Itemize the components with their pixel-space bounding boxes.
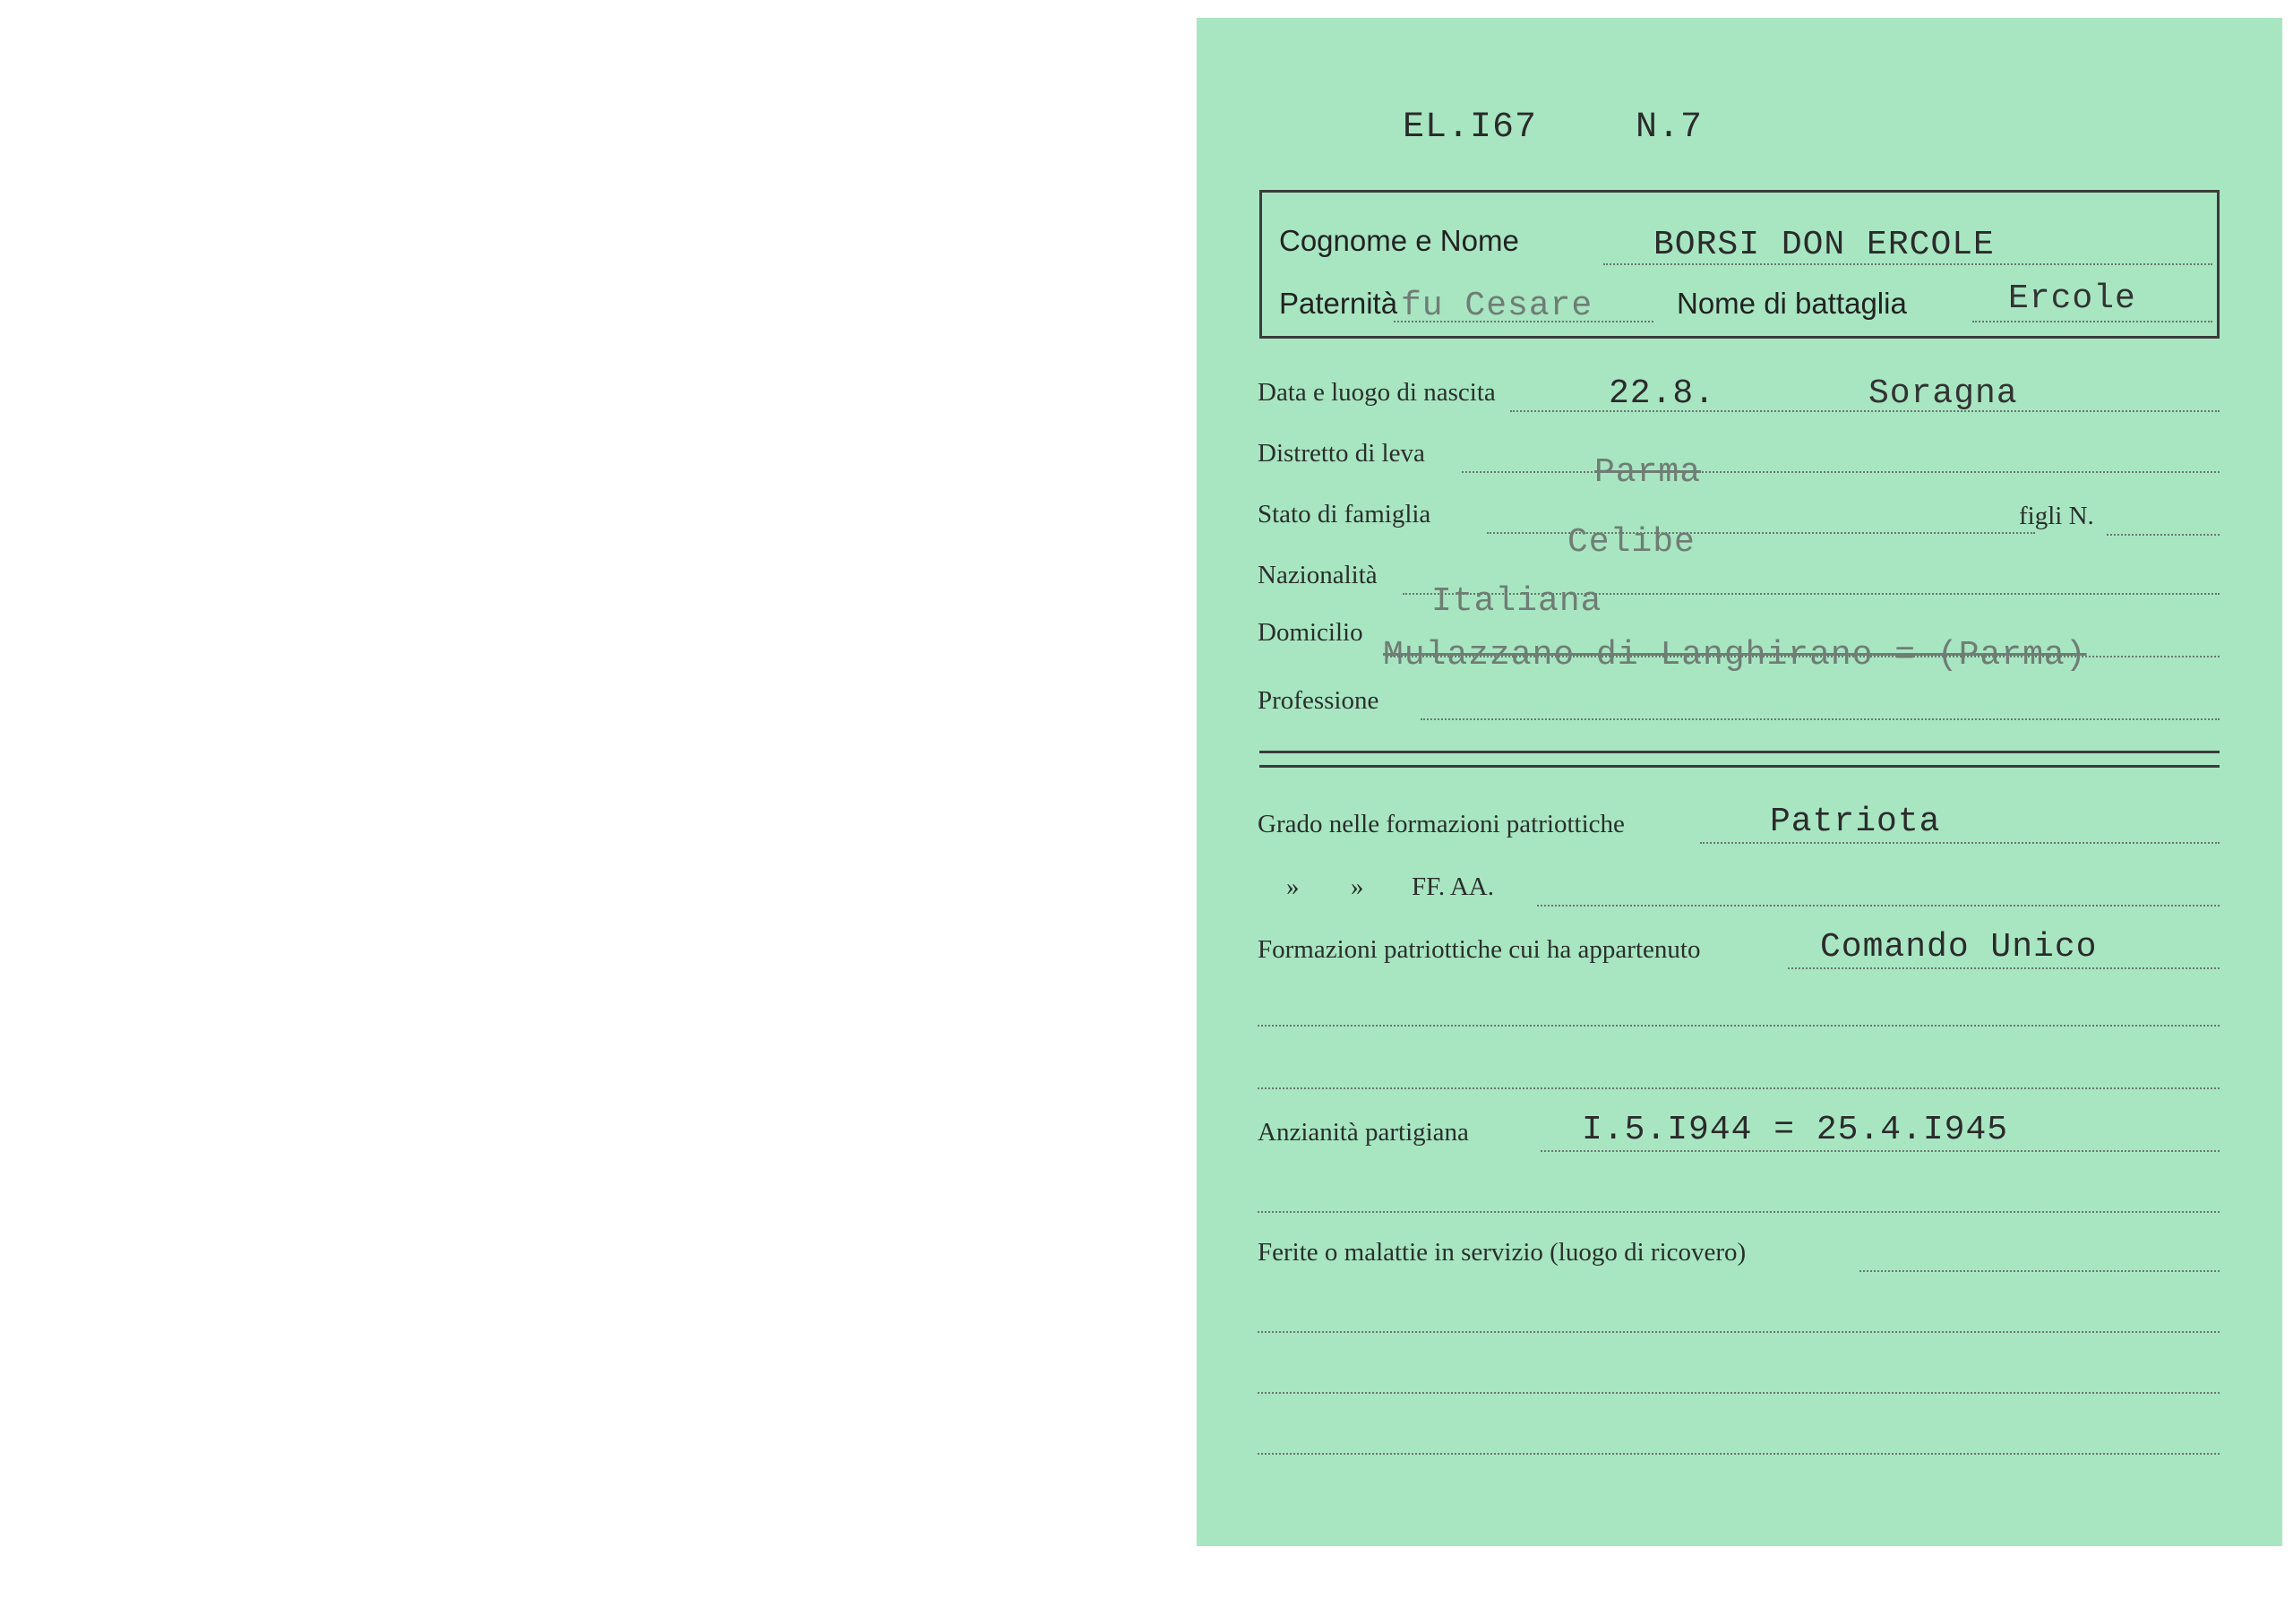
surname-name-value: BORSI DON ERCOLE [1653,226,1995,264]
seniority-line [1541,1150,2220,1152]
partisan-record-card [1197,18,2282,1546]
children-line [2107,534,2220,536]
nationality-value: Italiana [1431,582,1602,621]
seniority-value: I.5.I944 = 25.4.I945 [1582,1111,2009,1149]
birth-label: Data e luogo di nascita [1258,378,1496,407]
separator-rule-top [1259,751,2220,753]
family-label: Stato di famiglia [1258,500,1431,528]
separator-rule-bottom [1259,765,2220,768]
rank-label: Grado nelle formazioni patriottiche [1258,810,1625,838]
injuries-label: Ferite o malattie in servizio (luogo di ricovero) [1258,1238,1747,1267]
formations-extra-line-2 [1258,1087,2220,1089]
paternity-value: fu Cesare [1401,287,1593,325]
battle-name-line [1972,321,2212,322]
reference-number: N.7 [1636,107,1704,148]
reference-el: EL.I67 [1403,107,1538,148]
ff-ditto-mark-1: » [1286,872,1300,901]
paternity-label: Paternità [1279,287,1398,320]
seniority-label: Anzianità partigiana [1258,1118,1469,1147]
seniority-extra-line [1258,1211,2220,1213]
formations-line [1788,967,2220,969]
family-value: Celibe [1567,523,1696,562]
profession-label: Professione [1258,686,1379,715]
injuries-extra-line-1 [1258,1331,2220,1333]
profession-line [1421,718,2220,720]
domicile-label: Domicilio [1258,618,1363,647]
formations-extra-line-1 [1258,1025,2220,1027]
ff-label: FF. AA. [1412,872,1494,901]
district-line [1462,471,2220,473]
district-value: Parma [1594,453,1702,492]
battle-name-value: Ercole [2008,279,2136,318]
injuries-line [1859,1270,2220,1272]
domicile-value: Mulazzano di Langhirano = (Parma) [1383,636,2087,675]
children-label: figli N. [2019,502,2094,530]
battle-name-label: Nome di battaglia [1677,287,1907,320]
ff-line [1537,905,2220,907]
rank-value: Patriota [1770,803,1941,841]
surname-name-label: Cognome e Nome [1279,224,1519,257]
district-label: Distretto di leva [1258,439,1425,468]
birth-place: Soragna [1868,374,2018,413]
formations-value: Comando Unico [1820,928,2098,967]
ff-ditto-mark-2: » [1351,872,1364,901]
birth-date: 22.8. [1609,374,1716,413]
formations-label: Formazioni patriottiche cui ha appartenuto [1258,935,1701,964]
rank-line [1700,842,2220,844]
nationality-label: Nazionalità [1258,561,1378,589]
injuries-extra-line-3 [1258,1453,2220,1455]
injuries-extra-line-2 [1258,1392,2220,1394]
